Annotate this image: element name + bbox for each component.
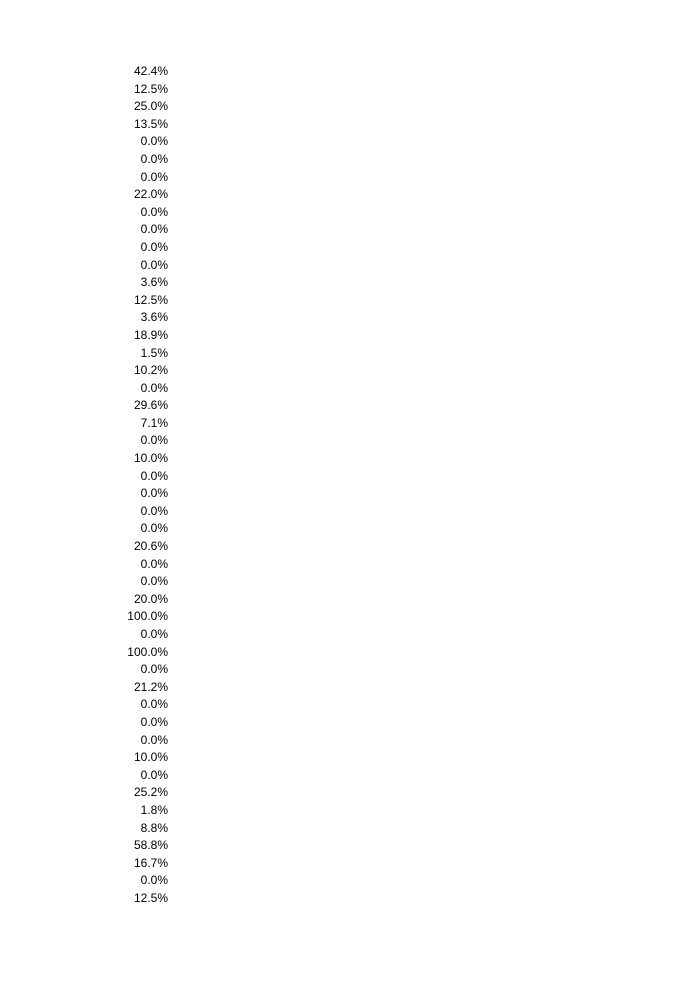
percentage-cell: 0.0% <box>140 257 168 272</box>
percentage-cell: 20.0% <box>133 591 168 606</box>
percentage-cell: 100.0% <box>127 609 168 624</box>
percentage-cell: 58.8% <box>133 838 168 853</box>
percentage-cell: 0.0% <box>140 521 168 536</box>
percentage-cell: 0.0% <box>140 697 168 712</box>
percentage-cell: 20.6% <box>133 539 168 554</box>
percentage-cell: 13.5% <box>133 116 168 131</box>
percentage-cell: 3.6% <box>140 275 168 290</box>
percentage-cell: 7.1% <box>140 415 168 430</box>
percentage-cell: 0.0% <box>140 574 168 589</box>
percentage-column <box>110 63 168 908</box>
percentage-cell: 0.0% <box>140 486 168 501</box>
percentage-cell: 0.0% <box>140 873 168 888</box>
percentage-cell: 0.0% <box>140 714 168 729</box>
percentage-cell: 0.0% <box>140 204 168 219</box>
percentage-cell: 0.0% <box>140 468 168 483</box>
percentage-cell: 0.0% <box>140 433 168 448</box>
percentage-cell: 3.6% <box>140 310 168 325</box>
percentage-cell: 0.0% <box>140 662 168 677</box>
percentage-cell: 21.2% <box>133 679 168 694</box>
percentage-cell: 0.0% <box>140 151 168 166</box>
percentage-cell: 25.0% <box>133 99 168 114</box>
percentage-cell: 25.2% <box>133 785 168 800</box>
percentage-cell: 0.0% <box>140 239 168 254</box>
percentage-cell: 1.5% <box>140 345 168 360</box>
percentage-cell: 0.0% <box>140 222 168 237</box>
percentage-cell: 100.0% <box>127 644 168 659</box>
percentage-cell: 0.0% <box>140 767 168 782</box>
percentage-cell: 8.8% <box>140 820 168 835</box>
percentage-cell: 10.2% <box>133 363 168 378</box>
percentage-cell: 0.0% <box>140 134 168 149</box>
percentage-cell: 16.7% <box>133 855 168 870</box>
percentage-cell: 10.0% <box>133 451 168 466</box>
percentage-cell: 0.0% <box>140 380 168 395</box>
percentage-cell: 12.5% <box>133 81 168 96</box>
percentage-cell: 0.0% <box>140 503 168 518</box>
percentage-cell: 10.0% <box>133 750 168 765</box>
percentage-cell: 22.0% <box>133 187 168 202</box>
percentage-cell: 42.4% <box>133 64 168 78</box>
percentage-cell: 12.5% <box>133 292 168 307</box>
percentage-cell: 29.6% <box>133 398 168 413</box>
percentage-cell: 18.9% <box>133 327 168 342</box>
percentage-cell: 0.0% <box>140 169 168 184</box>
percentage-cell: 0.0% <box>140 627 168 641</box>
percentage-cell: 0.0% <box>140 732 168 747</box>
percentage-cell: 0.0% <box>140 556 168 571</box>
percentage-cell: 1.8% <box>140 802 168 817</box>
percentage-cell: 12.5% <box>133 890 168 905</box>
